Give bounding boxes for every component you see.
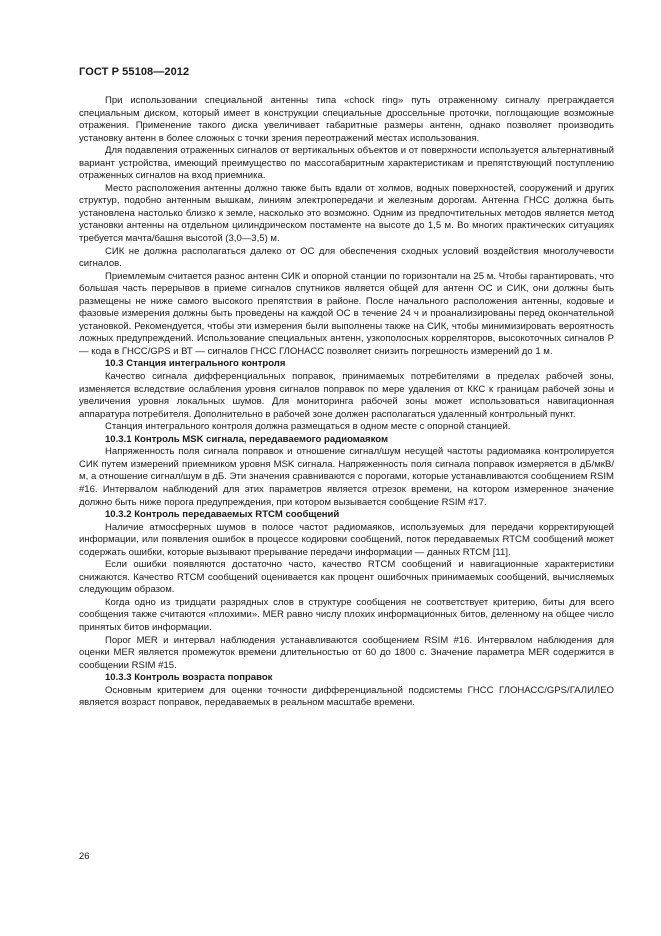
paragraph: При использовании специальной антенны типа «chock ring» путь отраженному сигналу преграждается специальным диском, который имеет в конструкции специальные дроссельные проточки, поглощающие возможные отражения. Применение такого диска увеличивает габаритные размеры антенн, однако позволяет производить установку антенн в более сложных с точки зрения переотражений местах использования. bbox=[79, 95, 614, 144]
section-heading: 10.3.1 Контроль MSK сигнала, передаваемого радиомаяком bbox=[105, 433, 389, 445]
paragraph: Наличие атмосферных шумов в полосе частот радиомаяков, используемых для передачи корректирующей информации, или появления ошибок в процессе кодировки сообщений, поток передаваемых RTCM сообщений может содержать ошибки, которые вызывают прерывание передачи информации — данных RTCM [11]. bbox=[79, 521, 614, 558]
paragraph: СИК не должна располагаться далеко от ОС для обеспечения сходных условий воздействия многолучевости сигналов. bbox=[79, 245, 614, 270]
paragraph: Напряженность поля сигнала поправок и отношение сигнал/шум несущей частоты радиомаяка контролируется СИК путем измерений приемником уровня MSK сигнала. Напряженность поля сигнала поправок измеряется в дБ/мкВ/м, а отношение сигнал/шум в дБ. Эти значения сравниваются с порогами, которые устанавливаются сообщением RSIM #16. Интервалом наблюдений для этих параметров является отрезок времени, на котором измеренное значение должно быть ниже порога предупреждения, при котором вызывается сообщение RSIM #17. bbox=[79, 446, 614, 508]
paragraph: Основным критерием для оценки точности дифференциальной подсистемы ГНСС ГЛОНАСС/GPS/ГАЛИЛЕО является возраст поправок, передаваемых в реальном масштабе времени. bbox=[79, 684, 614, 709]
paragraph: Качество сигнала дифференциальных поправок, принимаемых потребителями в пределах рабочей зоны, изменяется вследствие ослабления уровня сигналов поправок по мере удаления от ККС к границам рабочей зоны и увеличения уровня локальных шумов. Для мониторинга рабочей зоны может использоваться навигационная аппаратура потребителя. Дополнительно в рабочей зоне должен располагаться удаленный контрольный пункт. bbox=[79, 371, 614, 420]
document-header: ГОСТ Р 55108—2012 bbox=[79, 66, 190, 78]
paragraph: Место расположения антенны должно также быть вдали от холмов, водных поверхностей, сооружений и других структур, подобно антенным вышкам, линиям электропередачи и железным дорогам. Антенна ГНСС должна быть установлена настолько близко к земле, насколько это возможно. Одним из предпочтительных методов является метод установки антенны на отдельном цилиндрическом постаменте на высоте до 1,5 м. Во многих практических ситуациях требуется мачта/башня высотой (3,0—3,5) м. bbox=[79, 182, 614, 245]
document-body bbox=[79, 95, 614, 710]
section-heading: 10.3.2 Контроль передаваемых RTCM сообщений bbox=[105, 509, 340, 521]
paragraph: Когда одно из тридцати разрядных слов в структуре сообщения не соответствует критерию, биты для всего сообщения также считаются «плохими». MER равно числу плохих информационных битов, деленному на общее число принятых битов информации. bbox=[79, 596, 614, 633]
paragraph: Порог MER и интервал наблюдения устанавливаются сообщением RSIM #16. Интервалом наблюдения для оценки MER является промежуток времени длительностью от 60 до 1800 с. Значение параметра MER содержится в сообщении RSIM #15. bbox=[79, 634, 614, 671]
paragraph: Приемлемым считается разнос антенн СИК и опорной станции по горизонтали на 25 м. Чтобы гарантировать, что большая часть перерывов в приеме сигналов спутников является общей для антенн ОС и СИК, они должны быть размещены не ниже самого высокого препятствия в районе. После начального расположения антенны, кодовые и фазовые измерения должны быть проведены на каждой ОС в течение 24 ч и проанализированы перед окончательной установкой. Рекомендуется, чтобы эти измерения были выполнены также на СИК, чтобы минимизировать вероятность ложных предупреждений. Использование специальных антенн, узкополосных корреляторов, высокоточных сигналов Р — кода в ГНСС/GPS и ВТ — сигналов ГНСС ГЛОНАСС позволяет снизить погрешность измерений до 1 м. bbox=[79, 270, 614, 357]
paragraph: Для подавления отраженных сигналов от вертикальных объектов и от поверхности используется альтернативный вариант устройства, имеющий преимущество по массогабаритным характеристикам и препятствующий поступлению отраженных сигналов на вход приемника. bbox=[79, 145, 614, 182]
section-heading: 10.3 Станция интегрального контроля bbox=[105, 358, 286, 370]
section-heading: 10.3.3 Контроль возраста поправок bbox=[105, 672, 273, 684]
paragraph: Если ошибки появляются достаточно часто, качество RTCM сообщений и навигационные характеристики снижаются. Качество RTCM сообщений оценивается как процент ошибочных принимаемых сообщений, вычисляемых следующим образом. bbox=[79, 559, 614, 596]
paragraph: Станция интегрального контроля должна размещаться в одном месте с опорной станцией. bbox=[105, 421, 511, 433]
page-number: 26 bbox=[79, 851, 90, 862]
